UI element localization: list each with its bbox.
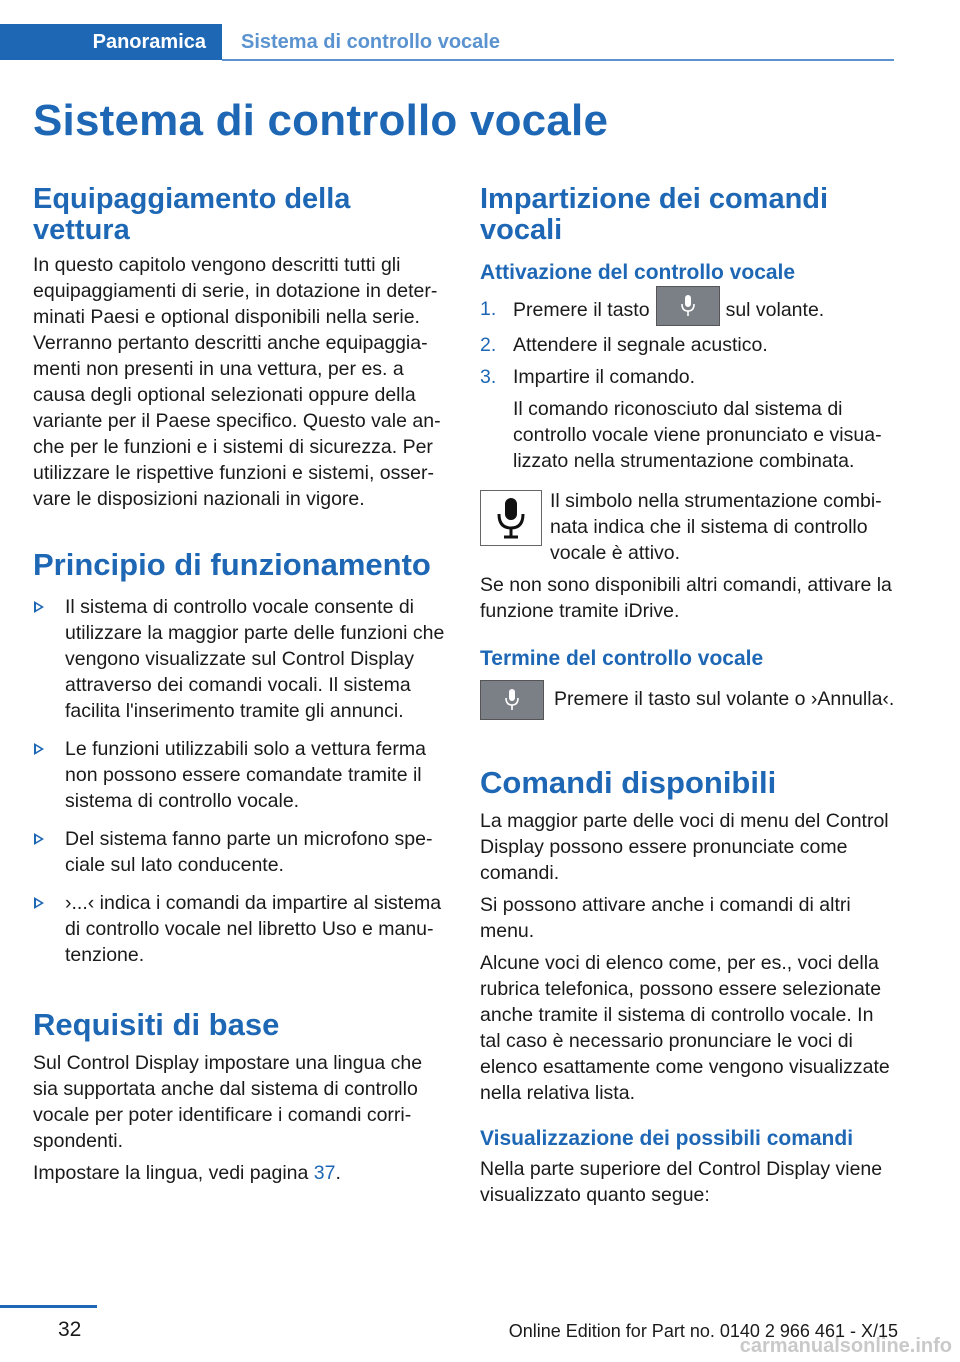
subtitle-termine: Termine del controllo vocale — [480, 647, 764, 670]
section-title-impartizione: Impartizione dei comandi vocali — [480, 183, 829, 246]
subtitle-visualizzazione: Visualizzazione dei possibili comandi — [480, 1127, 854, 1150]
bullet-text: Le funzioni utilizzabili solo a vettura ferma non possono essere comandate tramite il sistema di controllo vocale. — [65, 738, 426, 812]
section-title-comandi: Comandi disponibili — [480, 765, 777, 800]
comandi-p1: La maggior parte delle voci di menu del Control Display possono essere pronunciate come comandi. — [480, 810, 889, 884]
step-number: 2. — [480, 334, 497, 356]
bullet-triangle-icon — [34, 833, 44, 845]
principio-list — [33, 594, 451, 968]
list-item — [33, 890, 451, 968]
footer-rule — [0, 1305, 97, 1308]
step-item — [480, 364, 895, 474]
symbol-note-text: Il simbolo nella strumentazione combinata indica che il sistema di controllo vocale è attivo. — [550, 490, 882, 564]
requisiti-ref — [33, 1160, 451, 1186]
comandi-p3: Alcune voci di elenco come, per es., voci della rubrica telefonica, possono essere selezionate anche tramite il sistema di controllo vocale. In tal caso è necessario pronunciare le voci di elenco esattamente come vengono visualizzate nella relativa lista. — [480, 952, 890, 1104]
equipaggiamento-text: In questo capitolo vengono descritti tutti gli equipaggiamenti di serie, in dotazione in determinati Paesi e optional disponibili nella serie. Verranno pertanto descritti anche equipaggiamenti non presenti in una vettura, per es. a causa degli optional selezionati oppure della variante per il Paese specifico. Questo vale anche per le funzioni e i sistemi di sicurezza. Per utilizzare le rispettive funzioni e sistemi, osservare le disposizioni nazionali in vigore. — [33, 254, 441, 510]
step-number: 1. — [480, 298, 497, 320]
bullet-triangle-icon — [34, 743, 44, 755]
ref-suffix: . — [335, 1162, 341, 1184]
header-rule — [222, 59, 894, 61]
tab-sistema-controllo-vocale[interactable]: Sistema di controllo vocale — [241, 30, 500, 53]
step-item — [480, 296, 895, 326]
edition-text: Online Edition for Part no. 0140 2 966 461 - X/15 — [508, 1321, 898, 1341]
bullet-text: ›...‹ indica i comandi da impartire al sistema di controllo vocale nel libretto Uso e manutenzione. — [65, 892, 442, 966]
microphone-symbol-icon — [480, 490, 542, 546]
watermark: carmanualsonline.info — [739, 1335, 952, 1357]
comandi-p2: Si possono attivare anche i comandi di altri menu. — [480, 894, 851, 942]
voice-button-icon — [656, 286, 720, 326]
ref-prefix: Impostare la lingua, vedi pagina — [33, 1162, 314, 1184]
bullet-triangle-icon — [34, 601, 44, 613]
page-link[interactable]: 37 — [313, 1162, 336, 1184]
list-item — [33, 826, 451, 878]
section-title-equipaggiamento: Equipaggiamento della vettura — [33, 183, 351, 246]
step-text: Premere il tasto — [513, 299, 650, 322]
step-text: Attendere il segnale acustico. — [513, 334, 768, 356]
page-number: 32 — [58, 1318, 82, 1341]
step-item — [480, 332, 895, 358]
step-text: Impartire il comando. — [513, 366, 696, 388]
bullet-text: Del sistema fanno parte un microfono speciale sul lato conducente. — [65, 828, 433, 876]
tab-panoramica[interactable]: Panoramica — [0, 24, 222, 60]
end-note — [480, 680, 895, 720]
steps-list — [480, 296, 895, 474]
left-column — [33, 184, 451, 1186]
step-detail: Il comando riconosciuto dal sistema di controllo vocale viene pronunciato e visualizzato nella strumentazione combinata. — [513, 398, 882, 472]
step-number: 3. — [480, 366, 497, 388]
section-title-requisiti: Requisiti di base — [33, 1007, 280, 1042]
bullet-text: Il sistema di controllo vocale consente di utilizzare la maggior parte delle funzioni che vengono visualizzate sul Control Display attraverso dei comandi vocali. Il sistema facilita l'inserimento tramite gli annunci. — [65, 596, 445, 722]
list-item — [33, 736, 451, 814]
right-column — [480, 184, 895, 1208]
symbol-note — [480, 488, 895, 566]
idrive-note: Se non sono disponibili altri comandi, attivare la funzione tramite iDrive. — [480, 574, 892, 622]
voice-button-icon — [480, 680, 544, 720]
step-text-post: sul volante. — [725, 299, 825, 322]
requisiti-text: Sul Control Display impostare una lingua che sia supportata anche dal sistema di controllo vocale per poter identificare i comandi corrispondenti. — [33, 1052, 423, 1152]
end-text: Premere il tasto sul volante o ›Annulla‹. — [554, 688, 895, 710]
visualizzazione-text: Nella parte superiore del Control Display viene visualizzato quanto segue: — [480, 1158, 883, 1206]
bullet-triangle-icon — [34, 897, 44, 909]
subtitle-attivazione: Attivazione del controllo vocale — [480, 261, 796, 284]
list-item — [33, 594, 451, 724]
section-title-principio: Principio di funzionamento — [33, 547, 431, 582]
page-title: Sistema di controllo vocale — [33, 96, 609, 145]
